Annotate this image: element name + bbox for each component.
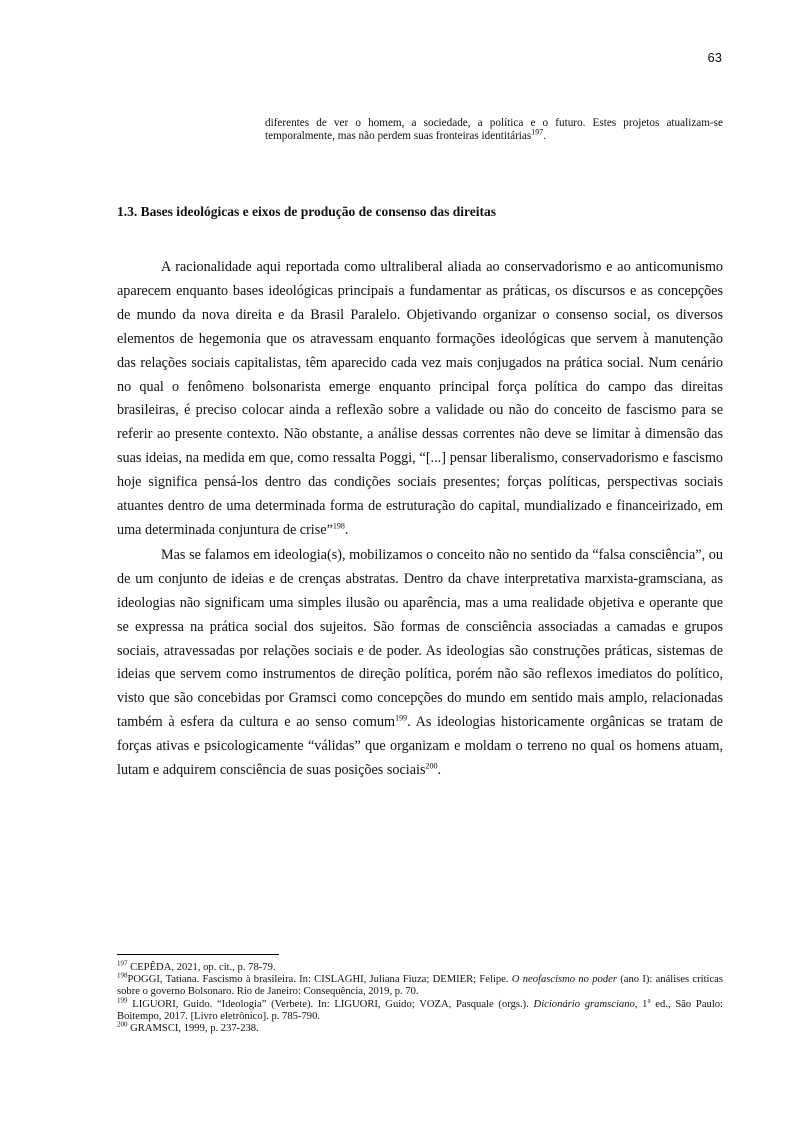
body-text (117, 256, 723, 783)
footnote-text: (ano I): análises críticas sobre o governo Bolsonaro. Rio de Janeiro: Consequência, 2019, p. 70. (117, 974, 723, 998)
footnote-text: ed., São Paulo: Boitempo, 2017. [Livro eletrônico]. p. 785-790. (117, 998, 723, 1022)
footnote-number: 198 (117, 971, 128, 980)
footnote-ref-197[interactable]: 197 (531, 127, 544, 137)
paragraph-2 (117, 544, 723, 783)
paragraph-2-text-a: Mas se falamos em ideologia(s), mobilizamos o conceito não no sentido da “falsa consciência”, ou de um conjunto de ideias e de crenças abstratas. Dentro da chave interpretativa marxista-gramsciana, as ideologias não significam uma simples ilusão ou aparência, mas a uma realidade objetiva e operante que se expressa na prática social dos sujeitos. São formas de consciência associadas a camadas e grupos sociais, atravessadas por relações sociais e de poder. As ideologias são construções práticas, sistemas de ideias que servem como instrumentos de direção política, porém não são reflexos imediatos do político, visto que são concebidas por Gramsci como concepções do mundo em sentido mais amplo, relacionadas também à esfera da cultura e ao senso comum (117, 546, 723, 731)
block-quote-end: . (543, 130, 547, 142)
section-heading: 1.3. Bases ideológicas e eixos de produção de consenso das direitas (117, 204, 497, 219)
footnote-200 (117, 1020, 723, 1035)
footnote-book-title: Dicionário gramsciano (533, 998, 635, 1010)
paragraph-2-end: . (437, 762, 442, 779)
paragraph-1-end: . (344, 521, 349, 538)
footnote-number: 199 (117, 996, 128, 1005)
footnote-number: 197 (117, 959, 128, 968)
footnote-197 (117, 959, 723, 974)
footnote-divider (117, 954, 279, 955)
page-number: 63 (707, 50, 722, 65)
footnotes (117, 959, 723, 1035)
block-quote (265, 117, 723, 143)
footnote-ordinal: a (647, 996, 651, 1005)
footnote-ref-200[interactable]: 200 (425, 761, 438, 771)
footnote-ref-198[interactable]: 198 (332, 521, 345, 531)
footnote-text: LIGUORI, Guido. “Ideologia” (Verbete). In: LIGUORI, Guido; VOZA, Pasquale (orgs.). (127, 998, 534, 1010)
footnote-text: CEPÊDA, 2021, op. cit., p. 78-79. (127, 962, 276, 973)
paragraph-1 (117, 256, 723, 543)
footnote-ref-199[interactable]: 199 (395, 713, 408, 723)
footnote-198 (117, 971, 723, 998)
paragraph-2-text-b: . As ideologias historicamente orgânicas se tratam de forças ativas e psicologicamente “válidas” que organizam e moldam o terreno no qual os homens atuam, lutam e adquirem consciência de suas posições sociais (117, 714, 723, 779)
footnote-number: 200 (117, 1020, 128, 1029)
footnote-book-title: O neofascismo no poder (511, 974, 617, 986)
footnote-text: , 1 (634, 998, 648, 1010)
footnote-text: POGGI, Tatiana. Fascismo à brasileira. In: CISLAGHI, Juliana Fiuza; DEMIER; Felipe. (127, 974, 512, 986)
footnote-text: GRAMSCI, 1999, p. 237-238. (127, 1023, 259, 1035)
paragraph-1-text: A racionalidade aqui reportada como ultraliberal aliada ao conservadorismo e ao anticomunismo aparecem enquanto bases ideológicas principais a fundamentar as práticas, os discursos e as concepções de mundo da nova direita e da Brasil Paralelo. Objetivando organizar o consenso social, os diversos elementos de hegemonia que os atravessam enquanto formações ideológicas que servem à manutenção das relações sociais capitalistas, têm aparecido cada vez mais conjugados na prática social. Num cenário no qual o fenômeno bolsonarista emerge enquanto principal força política do campo das direitas brasileiras, é preciso colocar ainda a reflexão sobre a validade ou não do conceito de fascismo para se referir ao presente contexto. Não obstante, a análise dessas correntes não deve se limitar à dimensão das suas ideias, na medida em que, como ressalta Poggi, “[...] pensar liberalismo, conservadorismo e fascismo hoje significa pensá-los dentro das condições sociais presentes; forças políticas, perspectivas sociais atuantes dentro de uma determinada forma de estruturação do capital, mundializado e financeirizado, em uma determinada conjuntura de crise” (117, 259, 723, 538)
block-quote-text: diferentes de ver o homem, a sociedade, a política e o futuro. Estes projetos atualizam-se temporalmente, mas não perdem suas fronteiras identitárias (265, 117, 723, 142)
footnote-199 (117, 996, 723, 1023)
